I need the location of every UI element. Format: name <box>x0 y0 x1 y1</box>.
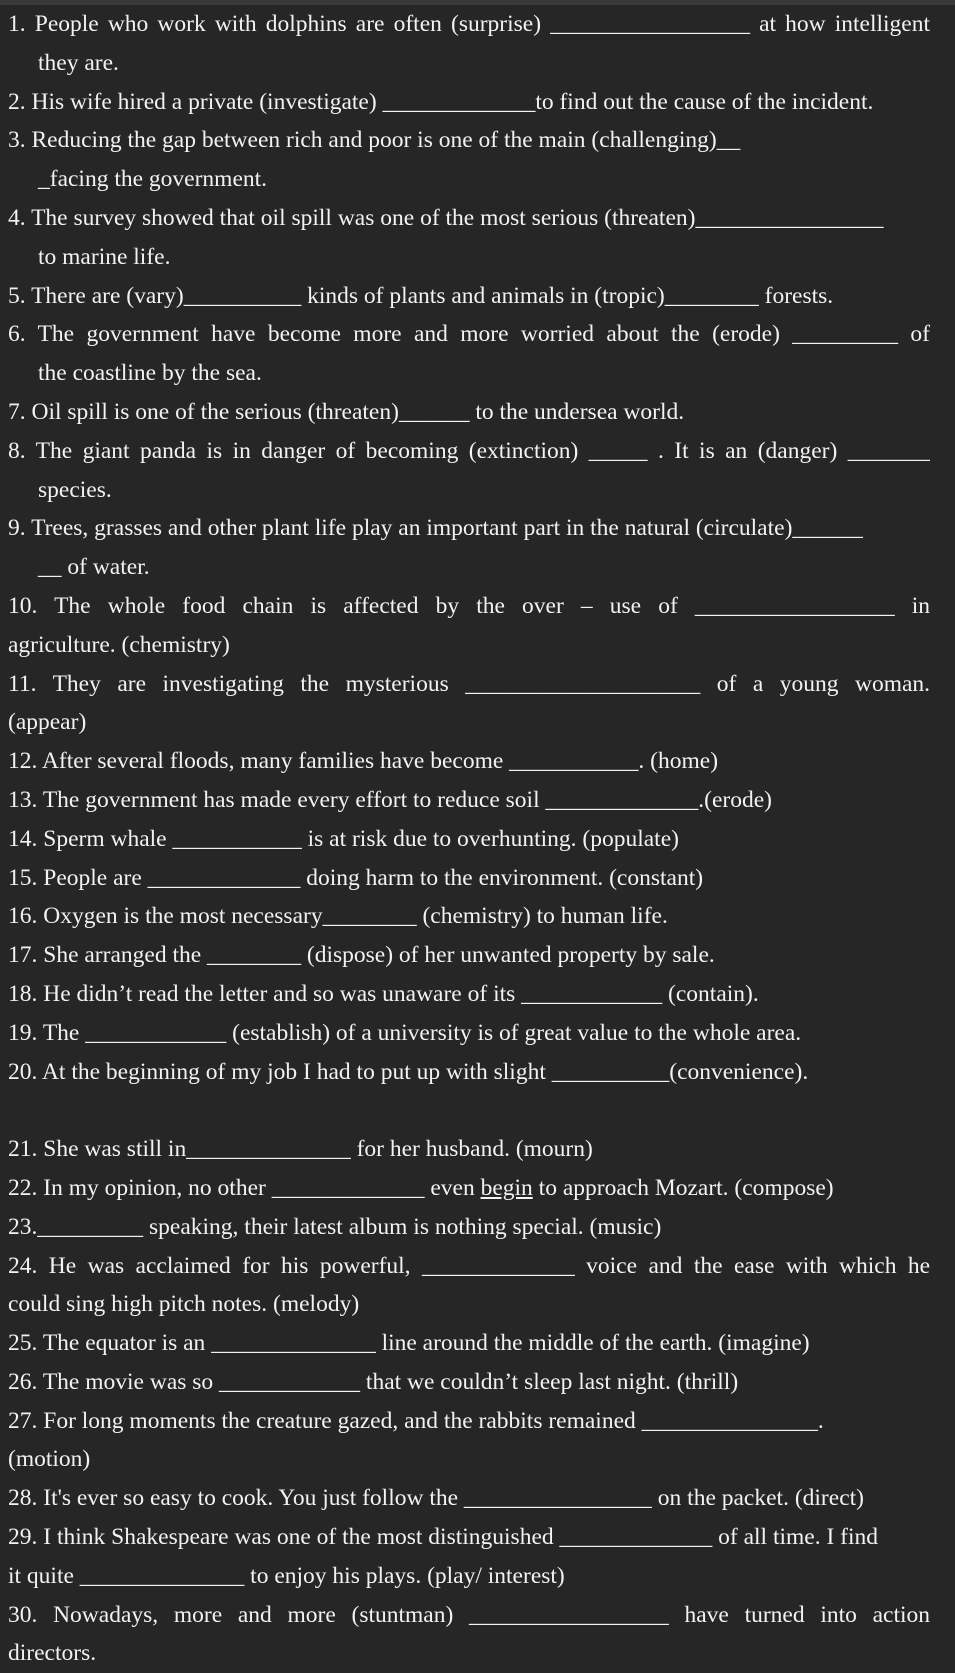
line-text: 27. For long moments the creature gazed, and the rabbits remained <box>8 1407 642 1434</box>
exercise-line <box>8 548 930 587</box>
exercise-line <box>8 1402 930 1441</box>
line-text: they are. <box>38 49 119 76</box>
line-text: line around the middle of the earth. (imagine) <box>375 1330 810 1357</box>
line-text: doing harm to the environment. (constant) <box>300 864 704 891</box>
answer-blank: ___________ <box>172 825 302 852</box>
line-text: which <box>839 1252 897 1279</box>
answer-blank: ______________ <box>186 1136 351 1163</box>
line-text: 20. At the beginning of my job I had to put up with slight <box>8 1058 552 1085</box>
line-text: forests. <box>758 282 834 309</box>
line-text: 14. Sperm whale <box>8 825 173 852</box>
answer-blank: ______________ <box>79 1562 245 1589</box>
line-text: by <box>435 592 460 619</box>
line-text: 13. The government has made every effort to reduce soil <box>8 786 546 813</box>
answer-blank: __________ <box>183 282 302 309</box>
line-text: 2. His wife hired a private (investigate) <box>8 88 383 115</box>
line-text: – <box>580 592 593 619</box>
exercise-line <box>8 1053 930 1092</box>
line-text: into <box>820 1601 857 1628</box>
exercise-line <box>8 626 930 665</box>
line-text: it quite <box>8 1562 80 1589</box>
line-text: food <box>182 592 226 619</box>
exercise-line <box>8 393 930 432</box>
line-text: 28. It's ever so easy to cook. You just follow the <box>8 1485 464 1512</box>
line-text: of <box>898 321 930 348</box>
line-text: the <box>693 1252 723 1279</box>
exercise-line <box>8 703 930 742</box>
answer-blank: ______________ <box>211 1330 376 1357</box>
line-text: with <box>785 1252 828 1279</box>
exercise-line <box>8 1634 930 1673</box>
line-text: voice <box>586 1252 638 1279</box>
line-text: young <box>779 670 839 697</box>
answer-blank: ____________________ <box>465 670 701 697</box>
line-text: for her husband. (mourn) <box>350 1136 593 1163</box>
line-text: 16. Oxygen is the most necessary <box>8 903 323 930</box>
exercise-line <box>8 160 930 199</box>
line-text: (convenience). <box>669 1058 809 1085</box>
line-text: have <box>684 1601 729 1628</box>
line-text: 26. The movie was so <box>8 1368 220 1395</box>
line-text: kinds of plants and animals in (tropic) <box>301 282 665 309</box>
answer-blank: _________ <box>37 1213 144 1240</box>
exercise-line <box>8 354 930 393</box>
answer-blank: _____________ <box>382 88 536 115</box>
line-text: 1. People who work with dolphins are often (surprise) <box>8 11 551 37</box>
line-text: (chemistry) to human life. <box>416 903 668 930</box>
line-text: of all time. I find <box>712 1524 879 1551</box>
answer-blank: ____________ <box>85 1019 227 1046</box>
exercise-line <box>8 432 930 471</box>
line-text: turned <box>744 1601 805 1628</box>
line-text: 21. She was still in <box>8 1136 187 1163</box>
line-text: . <box>817 1407 824 1434</box>
line-text: 25. The equator is an <box>8 1330 212 1357</box>
line-text: use <box>609 592 642 619</box>
line-text: of <box>658 592 678 619</box>
answer-blank: ________ <box>322 903 417 930</box>
line-text: 12. After several floods, many families have become <box>8 748 510 775</box>
exercise-line <box>8 1130 930 1169</box>
blank-line <box>8 1091 930 1130</box>
line-text: ease <box>733 1252 775 1279</box>
line-text: in <box>911 592 930 619</box>
exercise-line <box>8 5 930 44</box>
answer-blank: _________________ <box>469 1601 669 1628</box>
line-text: to the undersea world. <box>469 398 685 425</box>
line-text: affected <box>343 592 419 619</box>
line-text: agriculture. (chemistry) <box>8 631 230 658</box>
line-text: 24. He was acclaimed for his powerful, <box>8 1252 422 1279</box>
line-text: that we couldn’t sleep last night. (thrill) <box>360 1368 739 1395</box>
line-text: on the packet. (direct) <box>651 1485 864 1512</box>
line-text: 4. The survey showed that oil spill was one of the most serious (threaten) <box>8 204 696 231</box>
exercise-line <box>8 781 930 820</box>
exercise-line <box>8 277 930 316</box>
line-text: speaking, their latest album is nothing special. (music) <box>143 1213 662 1240</box>
line-text: and <box>648 1252 683 1279</box>
answer-blank: ____________ <box>521 980 663 1007</box>
answer-blank: _____________ <box>147 864 301 891</box>
exercise-line <box>8 44 930 83</box>
line-text: a <box>752 670 764 697</box>
line-text: over <box>522 592 564 619</box>
line-text: to find out the cause of the incident. <box>535 88 874 115</box>
line-text: the coastline by the sea. <box>38 360 262 387</box>
answer-blank: _______________ <box>641 1407 818 1434</box>
exercise-line <box>8 83 930 122</box>
answer-blank: _____________ <box>545 786 699 813</box>
line-text: 19. The <box>8 1019 86 1046</box>
line-text: 3. Reducing the gap between rich and poor is one of the main (challenging) <box>8 127 717 154</box>
line-text: at how intelligent <box>759 11 930 37</box>
line-text: (dispose) of her unwanted property by sale. <box>301 942 715 969</box>
exercise-line <box>8 1285 930 1324</box>
exercise-line <box>8 1596 930 1635</box>
line-text: to enjoy his plays. (play/ interest) <box>244 1562 565 1589</box>
line-text: .(erode) <box>698 786 772 813</box>
exercise-line <box>8 315 930 354</box>
answer-blank: ______ <box>398 398 470 425</box>
line-text: species. <box>38 476 112 503</box>
exercise-line <box>8 1208 930 1247</box>
line-text: _facing the government. <box>38 166 268 193</box>
exercise-document <box>8 5 930 1673</box>
exercise-line <box>8 199 930 238</box>
line-text: to approach Mozart. (compose) <box>532 1174 834 1201</box>
line-text: is at risk due to overhunting. (populate) <box>301 825 679 852</box>
answer-blank: __________ <box>551 1058 670 1085</box>
exercise-line <box>8 1440 930 1479</box>
answer-blank: _____________ <box>559 1524 713 1551</box>
answer-blank: _____________ <box>271 1174 425 1201</box>
line-text: . It is an (danger) <box>657 437 848 464</box>
exercise-line <box>8 238 930 277</box>
answer-blank: ____________ <box>219 1368 361 1395</box>
exercise-line <box>8 1479 930 1518</box>
answer-blank: _________________ <box>694 592 895 619</box>
exercise-line <box>8 1363 930 1402</box>
line-text: (motion) <box>8 1446 91 1473</box>
line-text: 18. He didn’t read the letter and so was unaware of its <box>8 980 522 1007</box>
exercise-line <box>8 820 930 859</box>
line-text: 10. <box>8 592 38 619</box>
exercise-line <box>8 975 930 1014</box>
line-text: begin <box>480 1174 533 1201</box>
answer-blank: ________________ <box>695 204 884 231</box>
exercise-line <box>8 121 930 160</box>
line-text: . (home) <box>638 748 719 775</box>
line-text: 29. I think Shakespeare was one of the most distinguished <box>8 1524 560 1551</box>
line-text: 8. The giant panda is in danger of becoming (extinction) <box>8 437 589 464</box>
line-text: 23. <box>8 1213 38 1240</box>
answer-blank: ________________ <box>463 1485 652 1512</box>
line-text: to marine life. <box>38 243 171 270</box>
exercise-line <box>8 471 930 510</box>
answer-blank: _____________ <box>421 1252 575 1279</box>
answer-blank: ___________ <box>509 748 639 775</box>
line-text: chain <box>242 592 294 619</box>
line-text: 30. Nowadays, more and more (stuntman) <box>8 1601 470 1628</box>
line-text: whole <box>107 592 166 619</box>
exercise-line <box>8 665 930 704</box>
answer-blank: ________ <box>207 942 302 969</box>
exercise-line <box>8 1324 930 1363</box>
exercise-line <box>8 1014 930 1053</box>
exercise-line <box>8 1557 930 1596</box>
line-text: woman. <box>855 670 930 697</box>
line-text: The <box>54 592 91 619</box>
exercise-line <box>8 1518 930 1557</box>
answer-blank: __ <box>716 127 741 154</box>
line-text: he <box>907 1252 930 1279</box>
line-text: of <box>700 670 737 697</box>
line-text: 11. They are investigating the mysterious <box>8 670 466 697</box>
answer-blank: ________ <box>664 282 759 309</box>
exercise-line <box>8 587 930 626</box>
line-text: action <box>872 1601 930 1628</box>
line-text: the <box>476 592 505 619</box>
exercise-line <box>8 1247 930 1286</box>
exercise-line <box>8 1169 930 1208</box>
line-text: 6. The government have become more and more worried about the (erode) <box>8 321 780 348</box>
line-text: (establish) of a university is of great value to the whole area. <box>226 1019 802 1046</box>
answer-blank: _______ <box>847 437 930 464</box>
answer-blank: _____ <box>588 437 648 464</box>
line-text: is <box>310 592 327 619</box>
line-text: 22. In my opinion, no other <box>8 1174 272 1201</box>
line-text: 7. Oil spill is one of the serious (threaten) <box>8 398 399 425</box>
line-text: __ of water. <box>38 554 150 581</box>
line-text: even <box>424 1174 481 1201</box>
exercise-line <box>8 936 930 975</box>
line-text: 17. She arranged the <box>8 942 208 969</box>
exercise-line <box>8 509 930 548</box>
line-text: directors. <box>8 1640 97 1667</box>
answer-blank: _________ <box>792 321 899 348</box>
line-text: could sing high pitch notes. (melody) <box>8 1291 360 1318</box>
answer-blank: ______ <box>792 515 863 542</box>
line-text: (appear) <box>8 709 87 736</box>
answer-blank: _________________ <box>550 11 750 37</box>
exercise-line <box>8 859 930 898</box>
line-text: 9. Trees, grasses and other plant life play an important part in the natural (circulate) <box>8 515 793 542</box>
line-text: 15. People are <box>8 864 148 891</box>
line-text: 5. There are (vary) <box>8 282 184 309</box>
exercise-line <box>8 742 930 781</box>
exercise-line <box>8 897 930 936</box>
line-text: (contain). <box>662 980 759 1007</box>
